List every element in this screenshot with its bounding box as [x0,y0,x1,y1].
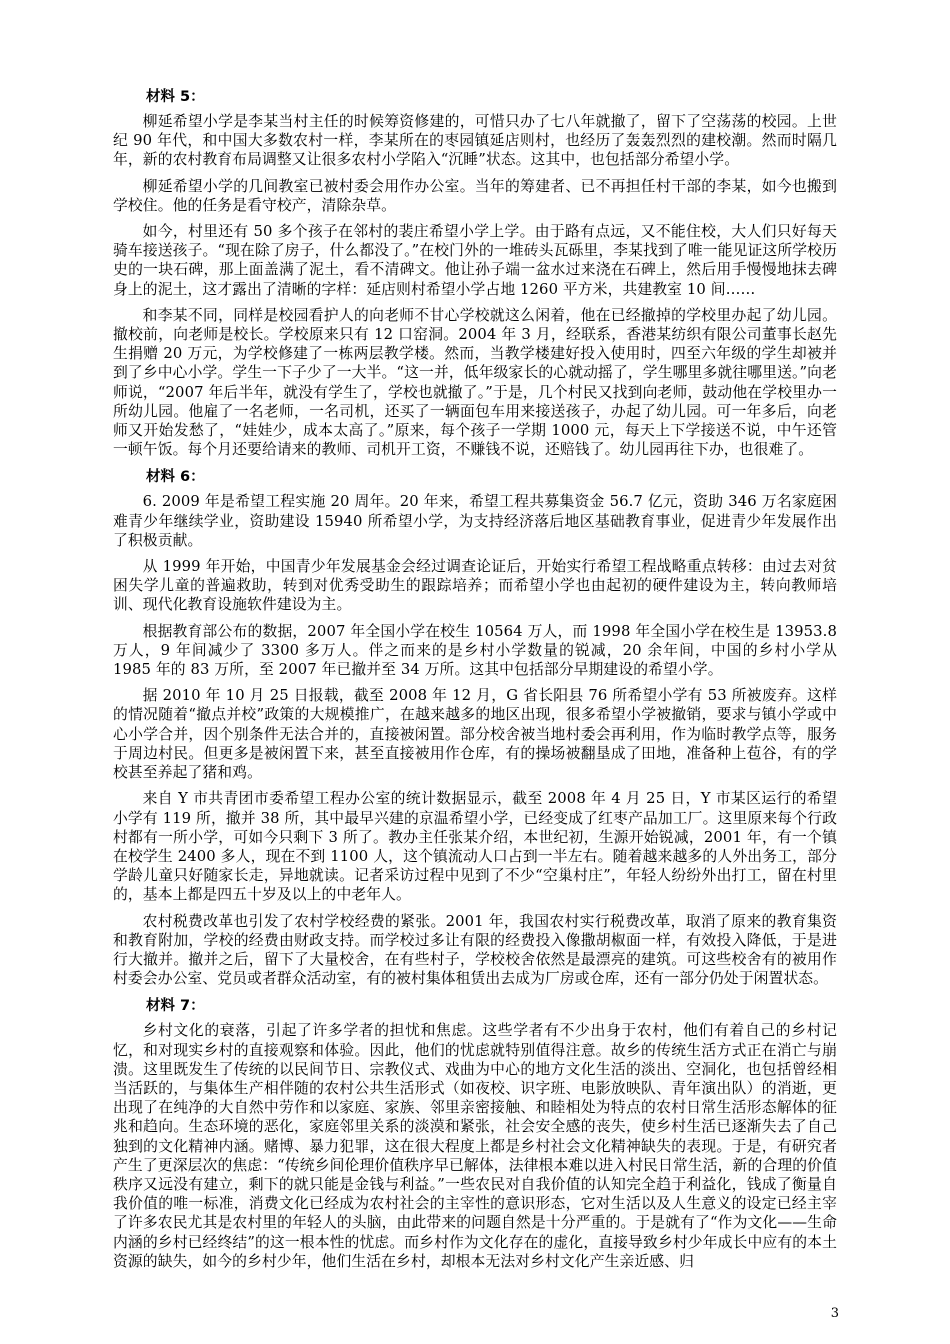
material-5-paragraph: 如今，村里还有 50 多个孩子在邻村的裴庄希望小学上学。由于路有点远，又不能住校，大人们只好每天骑车接送孩子。“现在除了房子，什么都没了。”在校门外的一堆砖头瓦砾里，李某找到了唯一能见证这所学校历史的一块石碑，那上面盖满了泥土，看不清碑文。他让孙子端一盆水过来浇在石碑上，然后用手慢慢地抹去碑身上的泥土，这才露出了清晰的字样：延店则村希望小学占地 1260 平方米，共建教室 10 间…… [113,223,837,298]
material-5-heading: 材料 5： [146,89,205,105]
material-5-paragraph: 柳延希望小学是李某当村主任的时候筹资修建的，可惜只办了七八年就撤了，留下了空荡荡的校园。上世纪 90 年代，和中国大多数农村一样，李某所在的枣园镇延店则村，也经历了轰轰烈烈的建校潮。然而时隔几年，新的农村教育布局调整又让很多农村小学陷入“沉睡”状态。这其中，也包括部分希望小学。 [113,113,837,169]
page-number: 3 [830,1306,839,1321]
material-6-paragraph: 农村税费改革也引发了农村学校经费的紧张。2001 年，我国农村实行税费改革，取消了原来的教育集资和教育附加，学校的经费由财政支持。而学校过多让有限的经费投入像撒胡椒面一样，有效投入降低，于是进行大撤并。撤并之后，留下了大量校舍，在有些村子，学校校舍依然是最漂亮的建筑。可这些校舍有的被用作村委会办公室、党员或者群众活动室，有的被村集体租赁出去成为厂房或仓库，还有一部分仍处于闲置状态。 [113,912,837,988]
material-7-paragraph: 乡村文化的衰落，引起了许多学者的担忧和焦虑。这些学者有不少出身于农村，他们有着自己的乡村记忆，和对现实乡村的直接观察和体验。因此，他们的忧虑就特别值得注意。故乡的传统生活方式正在消亡与崩溃。这里既发生了传统的以民间节日、宗教仪式、戏曲为中心的地方文化生活的淡出、空洞化，也包括曾经相当活跃的，与集体生产相伴随的农村公共生活形式（如夜校、识字班、电影放映队、青年演出队）的消逝，更出现了在纯净的大自然中劳作和以家庭、家族、邻里亲密接触、和睦相处为特点的农村日常生活形态解体的征兆和趋向。生态环境的恶化，家庭邻里关系的淡漠和紧张，社会安全感的丧失，使乡村生活已逐渐失去了自己独到的文化精神内涵。赌博、暴力犯罪，这在很大程度上都是乡村社会文化精神缺失的表现。于是，有研究者产生了更深层次的焦虑：“传统乡间伦理价值秩序早已解体，法律根本难以进入村民日常生活，新的合理的价值秩序又远没有建立，剩下的就只能是金钱与利益。”一些农民对自我价值的认知完全趋于利益化，钱成了衡量自我价值的唯一标准，消费文化已经成为农村社会的主宰性的意识形态，它对生活以及人生意义的设定已经主宰了许多农民尤其是农村里的年轻人的头脑，由此带来的问题自然是十分严重的。于是就有了“作为文化——生命内涵的乡村已经终结”的这一根本性的忧虑。而乡村作为文化存在的虚化，直接导致乡村少年成长中应有的本土资源的缺失，如今的乡村少年，他们生活在乡村，却根本无法对乡村文化产生亲近感、归 [113,1022,837,1270]
material-7-heading: 材料 7： [146,998,205,1015]
material-5-paragraph: 柳延希望小学的几间教室已被村委会用作办公室。当年的筹建者、已不再担任村干部的李某，如今也搬到学校住。他的任务是看守校产，清除杂草。 [113,177,837,214]
material-6-paragraph: 从 1999 年开始，中国青少年发展基金会经过调查论证后，开始实行希望工程战略重点转移：由过去对贫困失学儿童的普遍救助，转到对优秀受助生的跟踪培养；而希望小学也由起初的硬件建设为主，转向教师培训、现代化教育设施软件建设为主。 [113,558,837,614]
material-5-paragraph: 和李某不同，同样是校园看护人的向老师不甘心学校就这么闲着，他在已经撤掉的学校里办起了幼儿园。撤校前，向老师是校长。学校原来只有 12 口窑洞。2004 年 3 月，经联系，香港某纺织有限公司董事长赵先生捐赠 20 万元，为学校修建了一栋两层教学楼。然而，当教学楼建好投入使用时，四至六年级的学生却被并到了乡中心小学。学生一下子少了一大半。“这一并，低年级家长的心就动摇了，学生哪里多就往哪里送。”向老师说，“2007 年后半年，就没有学生了，学校也就撤了。”于是，几个村民又找到向老师，鼓动他在学校里办一所幼儿园。他雇了一名老师，一名司机，还买了一辆面包车用来接送孩子，办起了幼儿园。可一年多后，向老师又开始发愁了，“娃娃少，成本太高了。”原来，每个孩子一学期 1000 元，每天上下学接送不说，中午还管一顿午饭。每个月还要给请来的教师、司机开工资，不赚钱不说，还赔钱了。幼儿园再往下办，也很难了。 [113,306,837,459]
material-6-paragraph: 据 2010 年 10 月 25 日报载，截至 2008 年 12 月，G 省长阳县 76 所希望小学有 53 所被废弃。这样的情况随着“撤点并校”政策的大规模推广，在越来越多的地区出现，很多希望小学被撤销，要求与镇小学或中心小学合并，因个别条件无法合并的，直接被闲置。部分校舍被当地村委会再利用，作为临时教学点等，服务于周边村民。但更多是被闲置下来，甚至直接被用作仓库，有的操场被翻垦成了田地，准备种上苞谷，有的学校甚至养起了猪和鸡。 [113,687,837,782]
material-6-heading: 材料 6： [146,469,205,486]
material-6-paragraph: 根据教育部公布的数据，2007 年全国小学在校生 10564 万人，而 1998 年全国小学在校生是 13953.8 万人，9 年间减少了 3300 多万人。伴之而来的是乡村小学数量的锐减，20 余年间，中国的乡村小学从 1985 年的 83 万所，至 2007 年已撤并至 34 万所。这其中包括部分早期建设的希望小学。 [113,622,837,679]
material-6-paragraph: 来自 Y 市共青团市委希望工程办公室的统计数据显示，截至 2008 年 4 月 25 日，Y 市某区运行的希望小学有 119 所，撤并 38 所，其中最早兴建的京温希望小学，已经变成了红枣产品加工厂。这里原来每个行政村都有一所小学，可如今只剩下 3 所了。教办主任张某介绍，本世纪初，生源开始锐减，2001 年，有一个镇在校学生 2400 多人，现在不到 1100 人，这个镇流动人口占到一半左右。随着越来越多的人外出务工，部分学龄儿童只好随家长走，异地就读。记者采访过程中见到了不少“空巢村庄”，年轻人纷纷外出打工，留在村里的，基本上都是四五十岁及以上的中老年人。 [113,790,837,904]
material-6-paragraph: 6. 2009 年是希望工程实施 20 周年。20 年来，希望工程共募集资金 56.7 亿元，资助 346 万名家庭困难青少年继续学业，资助建设 15940 所希望小学，为支持经济落后地区基础教育事业，促进青少年发展作出了积极贡献。 [113,493,837,549]
